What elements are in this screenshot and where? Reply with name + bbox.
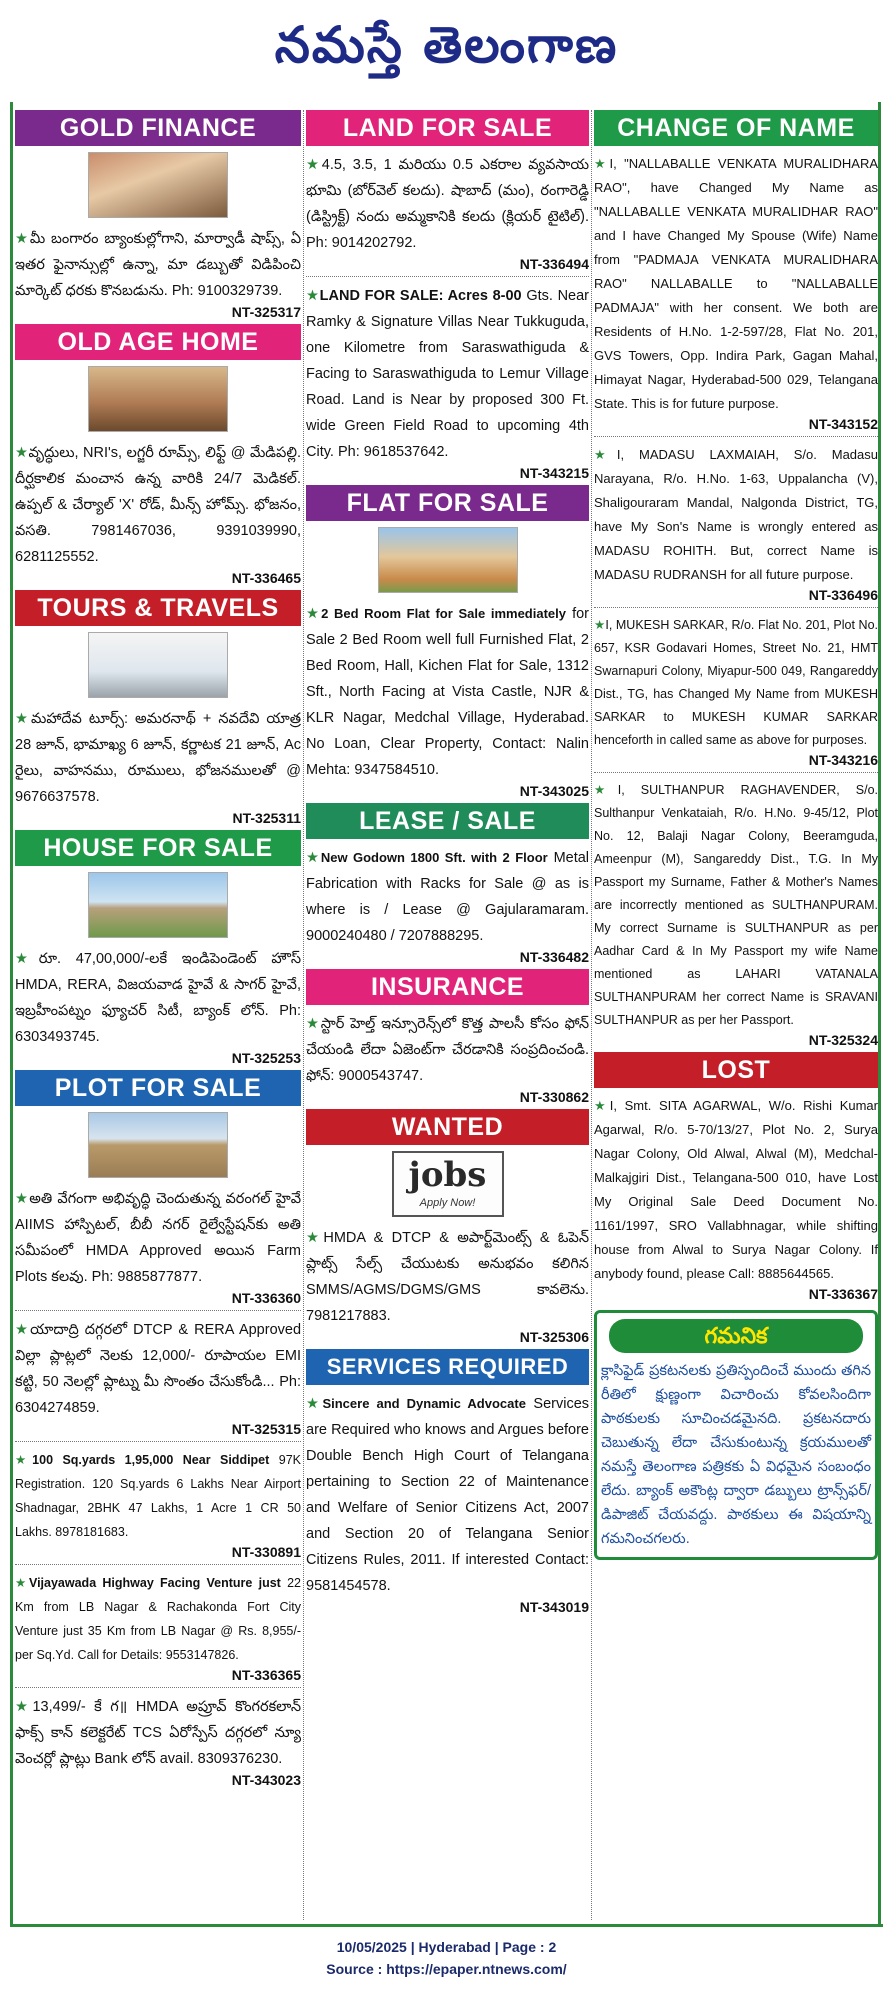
star-icon: ★: [15, 1699, 33, 1715]
ad-separator: [594, 436, 878, 437]
ad-text: for Sale 2 Bed Room well full Furnished Flat, 2 Bed Room, Hall, Kichen Flat for Sale, 1312 Sft., North Facing at Vista Castle, NJR & KLR Nagar, Medchal Village, Hyderabad. No Loan, Clear Property, Contact: Nalin Mehta: 9347584510.: [306, 606, 589, 778]
ad-code: NT-343215: [519, 465, 589, 481]
ad-text: మహాదేవ టూర్స్: అమరనాథ్ + నవదేవి యాత్ర 28 జూన్, భామాఖ్య 6 జూన్, కర్ణాటక 21 జూన్, Ac రైలు, వాహనము, రూములు, భోజనములతో @ 9676637578.: [15, 711, 301, 805]
ad-text: 97K Registration. 120 Sq.yards 6 Lakhs Near Airport Shadnagar, 2BHK 47 Lakhs, 1 Acre 1 CR 50 Lakhs. 8978181683.: [15, 1453, 301, 1539]
change-of-name-header: CHANGE OF NAME: [594, 110, 878, 146]
services-required-header: SERVICES REQUIRED: [306, 1349, 589, 1385]
reader-notice: [594, 1310, 878, 1560]
ad-code: NT-325253: [231, 1050, 301, 1066]
ad-text: రూ. 47,00,000/-లకే ఇండిపెండెంట్ హౌస్ HMDA, RERA, విజయవాడ హైవే & సాగర్ హైవే, ఇబ్రహీంపట్నం ఫ్యూచర్ సిటీ, బ్యాంక్ లోన్. Ph: 6303493745.: [15, 951, 301, 1045]
ad-text: Gts. Near Ramky & Signature Villas Near Tukkuguda, one Kilometre from Saraswathiguda & Facing to Saraswathiguda to Lemur Village Road. Land is Near by proposed 300 Ft. wide Green Field Road to upcoming 4th City. Ph: 9618537642.: [306, 288, 589, 460]
ad-text: స్టార్ హెల్త్ ఇన్సూరెన్స్‌లో కొత్త పాలసీ కోసం ఫోన్ చేయండి లేదా ఏజెంట్‌గా చేరడానికి సంప్రదించండి. ఫోన్: 9000543747.: [306, 1016, 589, 1084]
ad-code: NT-325306: [519, 1329, 589, 1345]
ad-code: NT-343019: [519, 1599, 589, 1615]
tours-travels-header: TOURS & TRAVELS: [15, 590, 301, 626]
classified-ad: [15, 440, 301, 570]
star-icon: ★: [306, 1230, 324, 1246]
ad-code: NT-336496: [808, 587, 878, 603]
plot-for-sale-header: PLOT FOR SALE: [15, 1070, 301, 1106]
ad-code: NT-325311: [232, 810, 301, 826]
classified-ad: [306, 601, 589, 783]
house-for-sale-header: HOUSE FOR SALE: [15, 830, 301, 866]
ad-separator: [306, 276, 589, 277]
ad-lead: Vijayawada Highway Facing Venture just: [28, 1576, 281, 1590]
column-3: [594, 110, 878, 1920]
classified-ad: [594, 614, 878, 752]
star-icon: ★: [306, 606, 322, 622]
star-icon: ★: [15, 231, 30, 247]
star-icon: ★: [594, 783, 618, 797]
classified-ad: [594, 779, 878, 1032]
ad-code: NT-336365: [231, 1667, 301, 1683]
ad-code: NT-336367: [808, 1286, 878, 1302]
jobs-logo-word: jobs: [408, 1155, 487, 1195]
ad-text: 22 Km from LB Nagar & Rachakonda Fort City Venture just 35 Km from LB Nagar @ Rs. 8,955/- per Sq.Yd. Call for Details: 9553147826.: [15, 1576, 301, 1662]
house-photo: [88, 872, 228, 938]
ad-code: NT-343152: [808, 416, 878, 432]
ad-separator: [15, 1564, 301, 1565]
gold-finance-photo: [88, 152, 228, 218]
ad-separator: [15, 1687, 301, 1688]
bus-photo: [88, 632, 228, 698]
ad-text: I, MADASU LAXMAIAH, S/o. Madasu Narayana, R/o. H.No. 1-63, Uppalancha (V), Shaligouraram Mandal, Nalgonda District, TG, have My Son's Name is wrongly entered as MADASU ROHITH. But, correct Name is MADASU RUDRANSH for all future purpose.: [594, 447, 878, 582]
notice-title: గమనిక: [609, 1319, 863, 1353]
jobs-logo: [392, 1151, 504, 1217]
ad-separator: [594, 607, 878, 608]
classified-ad: [306, 1011, 589, 1089]
ad-code: NT-330862: [519, 1089, 589, 1105]
star-icon: ★: [15, 445, 29, 461]
ad-text: అతి వేగంగా అభివృద్ధి చెందుతున్న వరంగల్ హైవే AIIMS హాస్పిటల్, బీబీ నగర్ రైల్వేస్టేషన్‌కు అతి సమీపంలో HMDA Approved అయిన Farm Plots కలవు. Ph: 9885877877.: [15, 1191, 301, 1285]
ad-code: NT-325315: [231, 1421, 301, 1437]
star-icon: ★: [594, 156, 610, 171]
classified-ad: [15, 1186, 301, 1290]
star-icon: ★: [594, 1098, 610, 1113]
ad-text: I, "NALLABALLE VENKATA MURALIDHARA RAO", have Changed My Name as "NALLABALLE VENKATA MURALIDHAR RAO" and I have Changed My Spouse (Wife) Name from "PADMAJA VENKATA MURALIDHARA RAO" NALLABALLE to "NALLABALLE PADMAJA" with her consent. We both are Residents of H.No. 1-2-597/28, Flat No. 201, GVS Towers, Opp. Indira Park, Gagan Mahal, Himayat Nagar, Hyderabad-500 029, Telangana State. This is for future purpose.: [594, 156, 878, 411]
bottom-rule: [10, 1924, 883, 1927]
ad-separator: [15, 1310, 301, 1311]
ad-separator: [15, 1441, 301, 1442]
gold-finance-header: GOLD FINANCE: [15, 110, 301, 146]
column-divider: [591, 110, 592, 1920]
star-icon: ★: [15, 711, 31, 727]
ad-code: NT-336494: [519, 256, 589, 272]
ad-text: I, SULTHANPUR RAGHAVENDER, S/o. Sulthanpur Venkataiah, R/o. H.No. 9-45/12, Plot No. 12, Balaji Nagar Colony, Beeramguda, Ameenpur (M), Sangareddy Dist., T.G. In My Passport my Surname, Father & Mother's Names are incorrectly mentioned as SULTHANPURAM. My correct Surname is SULTHANPUR as per Aadhar Card & In My Passport my wife Name mentioned as LAHARI VATANALA SULTHANPURAM her correct Name is SRAVANI SULTHANPUR as per her Passport.: [594, 783, 878, 1027]
ad-lead: 2 Bed Room Flat for Sale immediately: [321, 606, 566, 621]
classified-ad: [594, 443, 878, 587]
star-icon: ★: [306, 288, 320, 304]
star-icon: ★: [15, 1453, 33, 1467]
ad-text: 13,499/- కే గ॥ HMDA అప్రూవ్ కొంగరకలాన్ ఫాక్స్ కాన్ కలెక్టరేట్ TCS ఏరోస్పేస్ దగ్గరలో న్యూ వెంచర్లో ప్లాట్లు Bank లోన్ avail. 8309376230.: [15, 1699, 301, 1767]
ad-code: NT-343216: [808, 752, 878, 768]
classified-ad: [306, 1225, 589, 1329]
classified-ad: [15, 1571, 301, 1667]
ad-separator: [594, 772, 878, 773]
wanted-header: WANTED: [306, 1109, 589, 1145]
ad-text: I, MUKESH SARKAR, R/o. Flat No. 201, Plot No. 657, KSR Godavari Homes, Street No. 21, HMT Swarnapuri Colony, Miyapur-500 049, Rangareddy Dist., TG, has Changed My Name from MUKESH SARKAR to MUKESH KUMAR SARKAR henceforth in called same as above for purposes.: [594, 618, 878, 747]
ad-text: Metal Fabrication with Racks for Sale @ as is where is / Lease @ Gajularamaram. 9000240480 / 7207888295.: [306, 850, 589, 944]
star-icon: ★: [15, 951, 39, 967]
ad-code: NT-325317: [231, 304, 301, 320]
newspaper-title: నమస్తే తెలంగాణ: [274, 15, 619, 74]
star-icon: ★: [15, 1576, 29, 1590]
classified-ad: [594, 152, 878, 416]
jobs-logo-tagline: Apply Now!: [419, 1197, 476, 1209]
ad-text: Services are Required who knows and Argues before Double Bench High Court of Telangana pertaining to Section 22 of Maintenance and Welfare of Senior Citizens Act, 2007 and Section 20 of Telangana Senior Citizens Rules, 2011. If interested Contact: 9581454578.: [306, 1396, 589, 1594]
classified-ad: [594, 1094, 878, 1286]
ad-lead: New Godown 1800 Sft. with 2 Floor: [320, 850, 548, 865]
star-icon: ★: [306, 850, 321, 866]
classified-ad: [306, 152, 589, 256]
plot-photo: [88, 1112, 228, 1178]
footer-date-line: 10/05/2025 | Hyderabad | Page : 2: [336, 1939, 557, 1955]
footer-source-line: Source : https://epaper.ntnews.com/: [326, 1961, 567, 1977]
page-footer: [0, 1936, 893, 1980]
ad-text: 4.5, 3.5, 1 మరియు 0.5 ఎకరాల వ్యవసాయ భూమి (బోర్‌వెల్ కలదు). షాబాద్ (మం), రంగారెడ్డి (డిస్ట్రిక్ట్) నందు అమ్మకానికి కలదు (క్లియర్ టైటిల్). Ph: 9014202792.: [306, 157, 589, 251]
star-icon: ★: [594, 618, 606, 632]
ad-text: I, Smt. SITA AGARWAL, W/o. Rishi Kumar Agarwal, R/o. 5-70/13/27, Plot No. 2, Surya Nagar Colony, Old Alwal, Alwal (M), Medchal-Malkajgiri Dist., Telangana-500 010, have Lost My Original Sale Deed Document No. 1161/1997, SRO Vallabhnagar, while shifting house from Alwal to Surya Nagar Colony. If anybody found, please Call: 8885644565.: [594, 1098, 878, 1281]
flat-photo: [378, 527, 518, 593]
classified-ad: [15, 1694, 301, 1772]
insurance-header: INSURANCE: [306, 969, 589, 1005]
ad-lead: 100 Sq.yards 1,95,000 Near Siddipet: [32, 1453, 270, 1467]
lease-sale-header: LEASE / SALE: [306, 803, 589, 839]
classified-ad: [15, 946, 301, 1050]
lost-header: LOST: [594, 1052, 878, 1088]
ad-code: NT-336482: [519, 949, 589, 965]
ad-code: NT-336465: [231, 570, 301, 586]
star-icon: ★: [306, 1016, 321, 1032]
ad-lead: Sincere and Dynamic Advocate: [322, 1396, 526, 1411]
ad-text: యాదాద్రి దగ్గరలో DTCP & RERA Approved విల్లా ప్లాట్లలో నెలకు 12,000/- రూపాయల EMI కట్టి, 50 నెలల్లో ప్లాట్ను మీ సొంతం చేసుకోండి... Ph: 6304274859.: [15, 1322, 301, 1416]
notice-text: క్లాసిఫైడ్ ప్రకటనలకు ప్రతిస్పందించే ముందు తగిన రీతిలో క్షుణ్ణంగా విచారించు కోవలసిందిగా పాఠకులకు సూచించడమైనది. ప్రకటనదారు చెబుతున్న లేదా చేసుకుంటున్న క్రయములతో నమస్తే తెలంగాణ పత్రికకు ఏ విధమైన సంబంధం లేదు. బ్యాంక్ అకౌంట్ల ద్వారా డబ్బులు ట్రాన్స్‌ఫర్/డిపాజిట్ చేయవద్దు. పాఠకులు ఈ విషయాన్ని గమనించగలరు.: [601, 1363, 871, 1547]
star-icon: ★: [306, 1396, 323, 1412]
flat-for-sale-header: FLAT FOR SALE: [306, 485, 589, 521]
column-divider: [303, 110, 304, 1920]
classified-ad: [306, 845, 589, 949]
star-icon: ★: [15, 1191, 30, 1207]
classified-ad: [15, 226, 301, 304]
classified-ad: [15, 1317, 301, 1421]
ad-text: వృద్ధులు, NRI's, లగ్జరీ రూమ్స్, లిఫ్ట్ @ మేడిపల్లి. దీర్ఘకాలిక మంచాన ఉన్న వారికి 24/7 మెడికల్. ఉప్పల్ & చేర్యాల్ 'X' రోడ్, మీన్స్ హోమ్స్. భోజనం, వసతి. 7981467036, 9391039990, 6281125552.: [15, 445, 301, 565]
ad-code: NT-325324: [808, 1032, 878, 1048]
masthead: [0, 0, 893, 96]
ad-text: HMDA & DTCP & అపార్ట్‌మెంట్స్ & ఓపెన్ ప్లాట్స్ సేల్స్ చేయుటకు అనుభవం కలిగిన SMMS/AGMS/DGMS/GMS కావలెను. 7981217883.: [306, 1230, 589, 1324]
old-age-home-header: OLD AGE HOME: [15, 324, 301, 360]
column-1: [15, 110, 301, 1920]
ad-code: NT-330891: [231, 1544, 301, 1560]
old-age-home-photo: [88, 366, 228, 432]
classified-ad: [306, 1391, 589, 1599]
star-icon: ★: [306, 157, 322, 173]
star-icon: ★: [15, 1322, 31, 1338]
ad-text: మీ బంగారం బ్యాంకుల్లోగాని, మార్వాడీ షాప్స్, ఏ ఇతర ఫైనాన్సుల్లో ఉన్నా, మా డబ్బుతో విడిపించి మార్కెట్ ధరకు కొనబడును. Ph: 9100329739.: [15, 231, 301, 299]
ad-code: NT-343025: [519, 783, 589, 799]
land-for-sale-header: LAND FOR SALE: [306, 110, 589, 146]
ad-code: NT-336360: [231, 1290, 301, 1306]
ad-lead: LAND FOR SALE: Acres 8-00: [319, 288, 522, 304]
classified-ad: [306, 283, 589, 465]
column-2: [306, 110, 589, 1920]
ad-code: NT-343023: [231, 1772, 301, 1788]
classified-ad: [15, 706, 301, 810]
classified-ad: [15, 1448, 301, 1544]
star-icon: ★: [594, 447, 617, 462]
